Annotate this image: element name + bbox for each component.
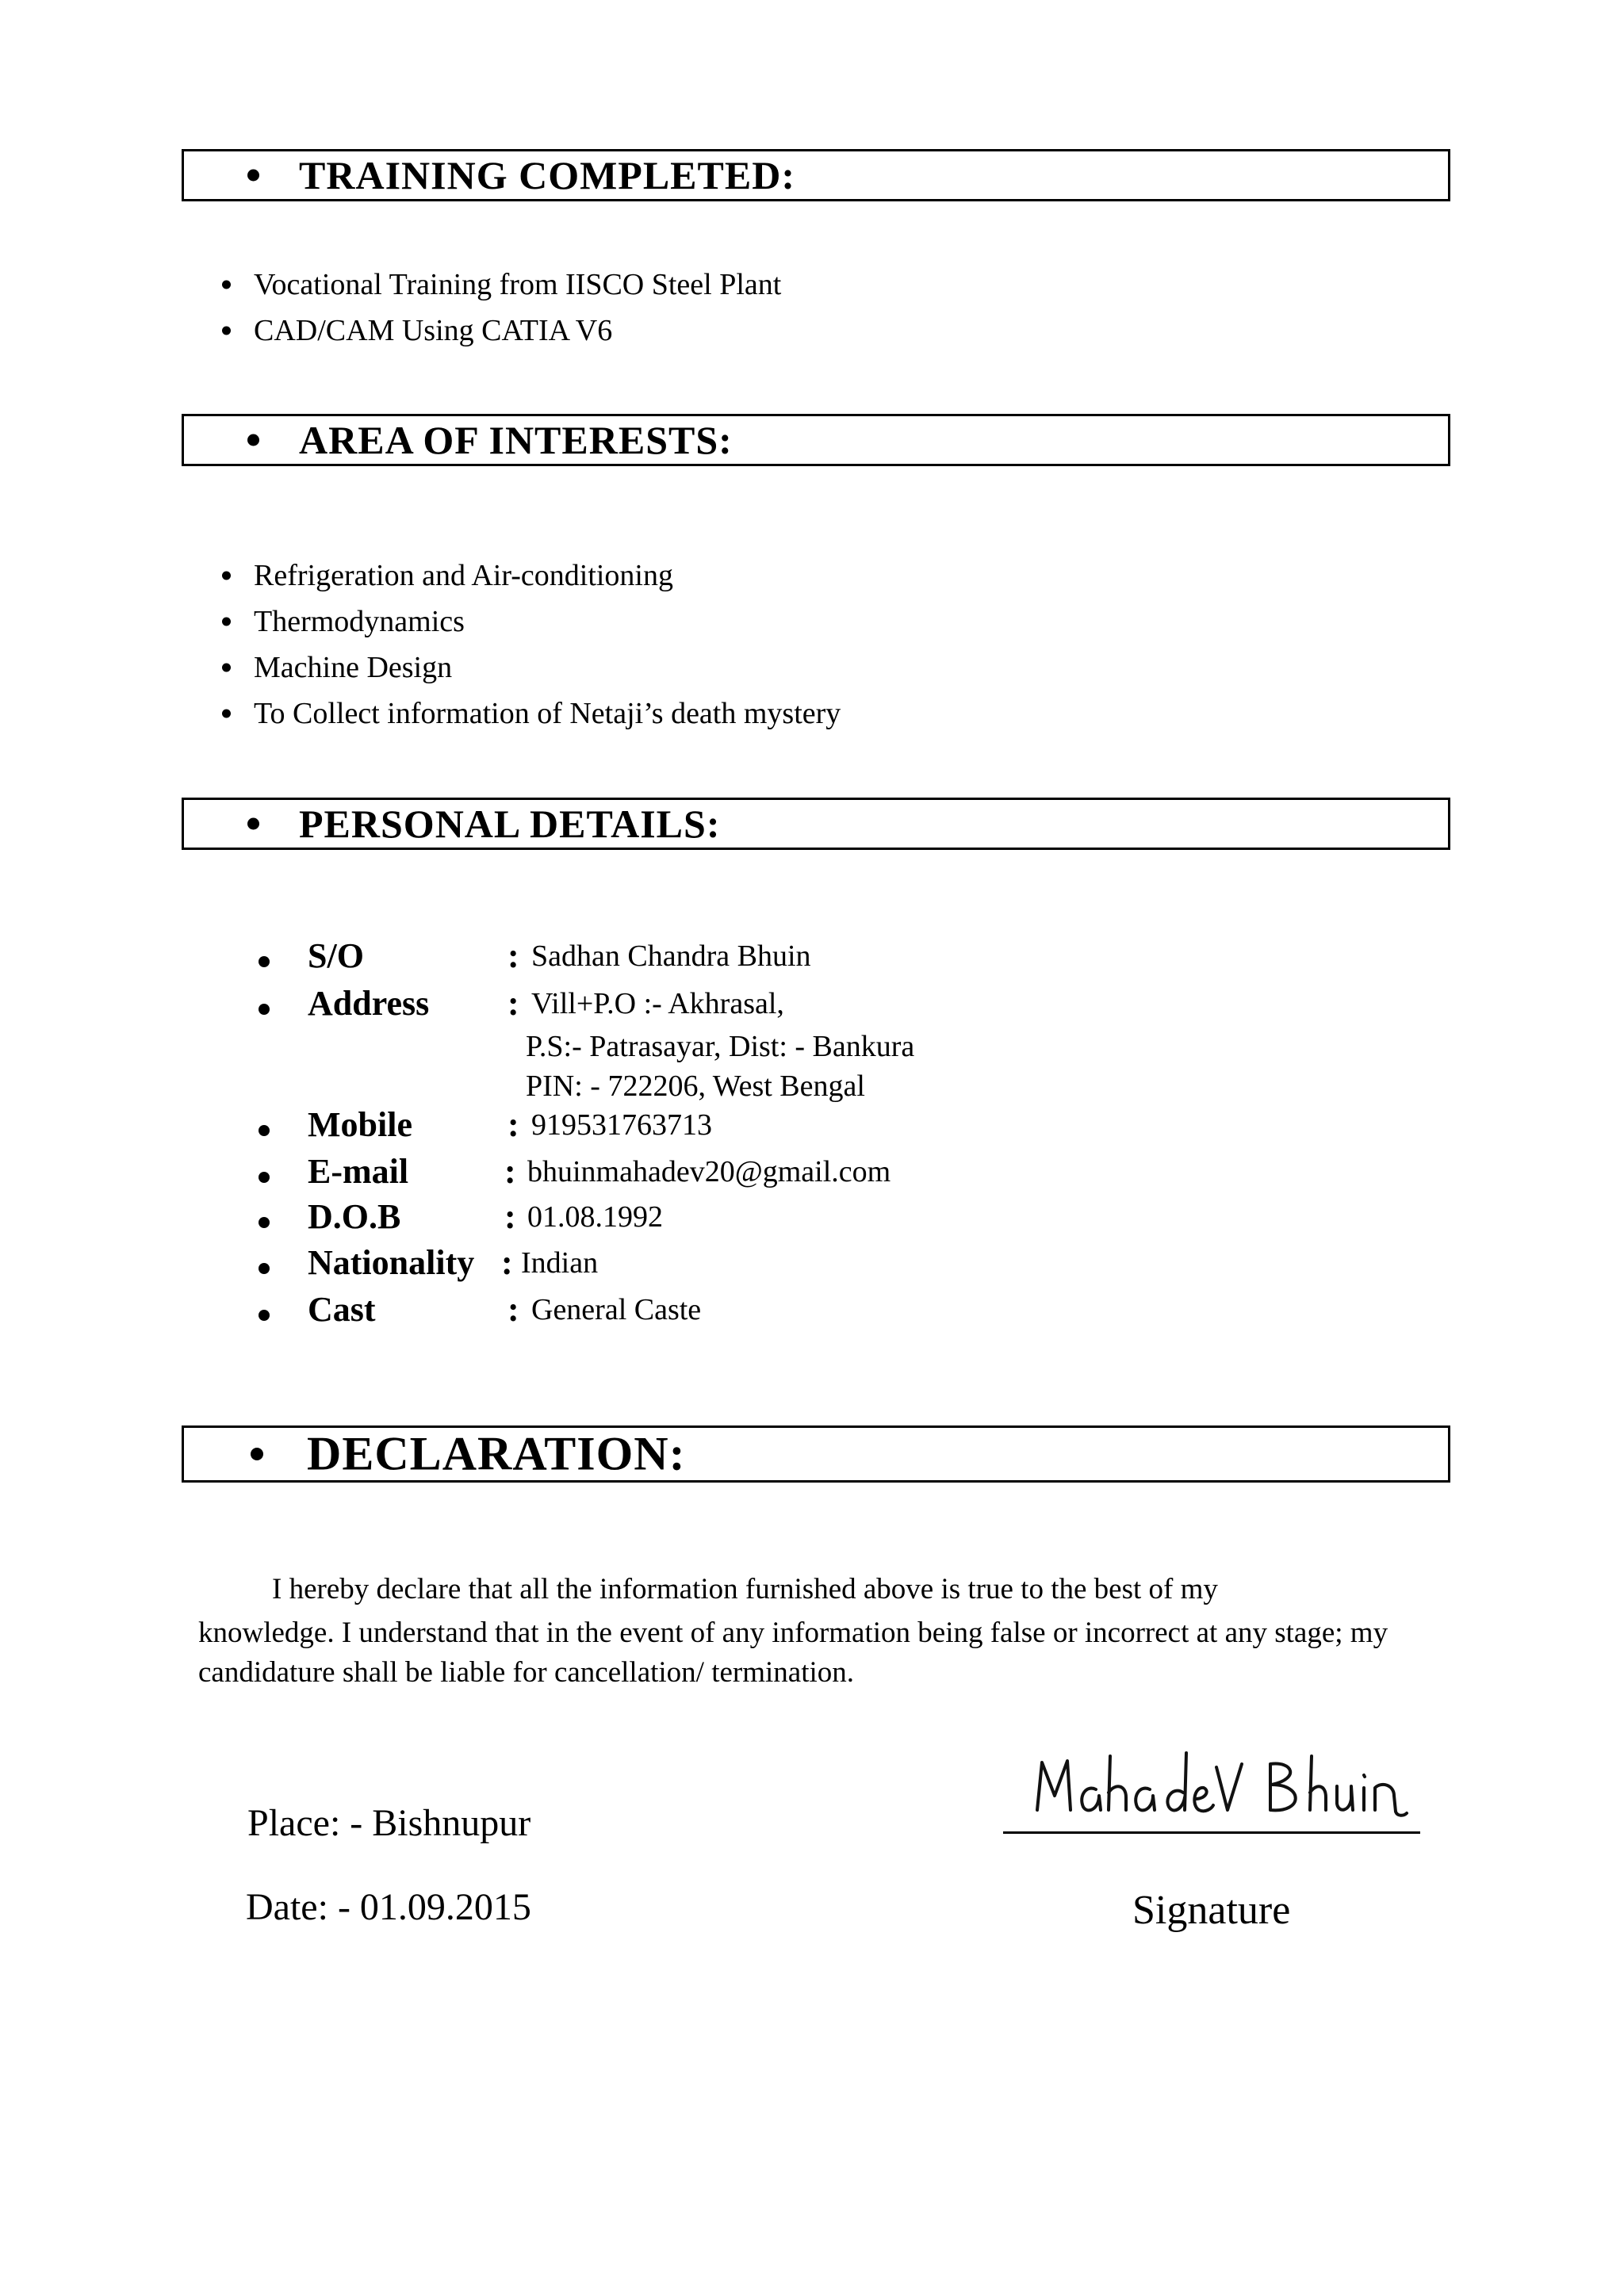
signature-stroke [1364, 1775, 1365, 1810]
declaration-header [182, 1425, 1450, 1483]
list-item: Vocational Training from IISCO Steel Plant [254, 262, 781, 308]
signature-line [1003, 1831, 1420, 1834]
detail-label: Mobile [308, 1105, 412, 1144]
detail-colon: : [508, 1105, 519, 1144]
interests-list [254, 553, 841, 737]
declaration-line: knowledge. I understand that in the event of any information being false or incorrect at any stage; my [198, 1617, 1388, 1649]
interests-title: AREA OF INTERESTS: [299, 418, 733, 462]
detail-colon: : [504, 1197, 516, 1236]
signature-stroke [1167, 1753, 1186, 1810]
bullet-icon [222, 281, 231, 289]
signature-stroke [1136, 1789, 1155, 1811]
detail-colon: : [501, 1243, 513, 1282]
signature-stroke [1337, 1786, 1353, 1810]
training-list [254, 262, 781, 354]
signature-stroke [1037, 1761, 1071, 1810]
detail-value: bhuinmahadev20@gmail.com [527, 1155, 891, 1188]
signature-stroke [1270, 1764, 1296, 1811]
bullet-icon [222, 618, 231, 626]
address-line: PIN: - 722206, West Bengal [526, 1070, 865, 1103]
detail-colon: : [508, 1290, 519, 1329]
detail-label: S/O [308, 936, 364, 975]
detail-value: Vill+P.O :- Akhrasal, [531, 987, 784, 1020]
declaration-line: candidature shall be liable for cancellation/ termination. [198, 1656, 855, 1689]
list-item: Thermodynamics [254, 599, 841, 645]
bullet-icon [259, 956, 270, 967]
bullet-icon [222, 327, 231, 335]
bullet-icon [259, 1125, 270, 1136]
signature-stroke [1375, 1785, 1407, 1816]
address-line: P.S:- Patrasayar, Dist: - Bankura [526, 1030, 915, 1063]
signature-stroke [1310, 1756, 1326, 1810]
detail-label: Cast [308, 1290, 376, 1329]
bullet-icon [247, 434, 259, 446]
bullet-icon [259, 1217, 270, 1228]
detail-value: Indian [521, 1246, 599, 1280]
date-text: Date: - 01.09.2015 [246, 1886, 531, 1928]
bullet-icon [259, 1004, 270, 1015]
interests-header [182, 414, 1450, 466]
detail-colon: : [504, 1152, 516, 1191]
place-text: Place: - Bishnupur [247, 1802, 531, 1844]
detail-label: Address [308, 984, 430, 1023]
list-item: To Collect information of Netaji’s death mystery [254, 691, 841, 737]
signature-stroke [1109, 1756, 1126, 1810]
signature-stroke [1194, 1788, 1213, 1811]
detail-label: Nationality [308, 1243, 475, 1282]
bullet-icon [222, 664, 231, 672]
personal-header [182, 798, 1450, 850]
bullet-icon [259, 1263, 270, 1274]
bullet-icon [259, 1310, 270, 1321]
detail-value: Sadhan Chandra Bhuin [531, 939, 811, 973]
training-title: TRAINING COMPLETED: [299, 153, 795, 197]
declaration-line: I hereby declare that all the information furnished above is true to the best of my [272, 1573, 1218, 1605]
declaration-title: DECLARATION: [307, 1427, 686, 1480]
signature-stroke [1082, 1789, 1101, 1811]
bullet-icon [259, 1172, 270, 1183]
bullet-icon [247, 818, 259, 830]
bullet-icon [222, 572, 231, 580]
detail-colon: : [508, 936, 519, 975]
bullet-icon [222, 710, 231, 718]
personal-title: PERSONAL DETAILS: [299, 802, 721, 846]
bullet-icon [251, 1448, 263, 1460]
detail-label: D.O.B [308, 1197, 401, 1236]
signature-label: Signature [1132, 1888, 1291, 1933]
detail-colon: : [508, 984, 519, 1023]
list-item: CAD/CAM Using CATIA V6 [254, 308, 781, 354]
list-item: Machine Design [254, 645, 841, 691]
signature-stroke [1216, 1764, 1242, 1810]
bullet-icon [247, 170, 259, 182]
list-item: Refrigeration and Air-conditioning [254, 553, 841, 599]
training-header [182, 149, 1450, 201]
detail-label: E-mail [308, 1152, 409, 1191]
detail-value: General Caste [531, 1293, 702, 1326]
detail-value: 01.08.1992 [527, 1200, 663, 1234]
signature-image [1031, 1740, 1411, 1827]
detail-value: 919531763713 [531, 1108, 712, 1142]
